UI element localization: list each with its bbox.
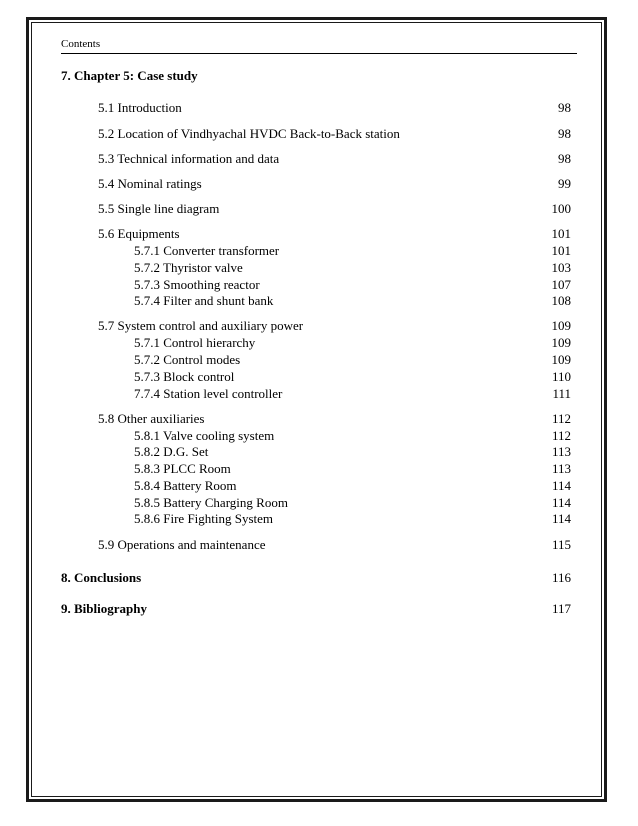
toc-subentry-converter-transformer: 5.7.1 Converter transformer xyxy=(134,243,280,258)
toc-page-valve-cooling: 112 xyxy=(551,428,571,443)
toc-subentry-control-hierarchy: 5.7.1 Control hierarchy xyxy=(134,335,256,350)
toc-subentry-station-level-controller: 7.7.4 Station level controller xyxy=(134,386,283,401)
toc-page-block-control: 110 xyxy=(551,369,571,384)
toc-subentry-dg-set: 5.8.2 D.G. Set xyxy=(134,444,209,459)
toc-page-dg-set: 113 xyxy=(551,444,571,459)
toc-subentry-block-control: 5.7.3 Block control xyxy=(134,369,235,384)
toc-entry-5-9: 5.9 Operations and maintenance xyxy=(98,537,266,552)
toc-page-plcc-room: 113 xyxy=(551,461,571,476)
toc-subentry-battery-charging-room: 5.8.5 Battery Charging Room xyxy=(134,495,288,510)
toc-page-battery-charging-room: 114 xyxy=(551,495,571,510)
toc-page-fire-fighting-system: 114 xyxy=(551,511,571,526)
toc-subentry-battery-room: 5.8.4 Battery Room xyxy=(134,478,237,493)
toc-page-station-level-controller: 111 xyxy=(552,386,571,401)
toc-page-battery-room: 114 xyxy=(551,478,571,493)
chapter-8-page: 116 xyxy=(551,570,571,585)
toc-subentry-plcc-room: 5.8.3 PLCC Room xyxy=(134,461,231,476)
chapter-8-heading: 8. Conclusions xyxy=(61,570,142,585)
toc-subentry-smoothing-reactor: 5.7.3 Smoothing reactor xyxy=(134,277,260,292)
toc-page-smoothing-reactor: 107 xyxy=(551,277,571,292)
toc-page-5-3: 98 xyxy=(558,151,571,166)
toc-page-5-2: 98 xyxy=(558,126,571,141)
toc-page-5-5: 100 xyxy=(551,201,571,216)
toc-page-5-6: 101 xyxy=(551,226,571,241)
toc-entry-5-2: 5.2 Location of Vindhyachal HVDC Back-to-Back station xyxy=(98,126,400,141)
toc-subentry-thyristor-valve: 5.7.2 Thyristor valve xyxy=(134,260,243,275)
chapter-9-page: 117 xyxy=(551,601,571,616)
toc-page-control-modes: 109 xyxy=(551,352,571,367)
toc-entry-5-7: 5.7 System control and auxiliary power xyxy=(98,318,304,333)
toc-page-5-7: 109 xyxy=(551,318,571,333)
toc-entry-5-6: 5.6 Equipments xyxy=(98,226,180,241)
toc-page-5-1: 98 xyxy=(558,100,571,115)
running-header xyxy=(61,38,577,54)
chapter-9-heading: 9. Bibliography xyxy=(61,601,147,616)
toc-page-control-hierarchy: 109 xyxy=(551,335,571,350)
toc-subentry-valve-cooling: 5.8.1 Valve cooling system xyxy=(134,428,275,443)
toc-entry-5-5: 5.5 Single line diagram xyxy=(98,201,220,216)
toc-subentry-control-modes: 5.7.2 Control modes xyxy=(134,352,241,367)
toc-subentry-filter-shunt-bank: 5.7.4 Filter and shunt bank xyxy=(134,293,274,308)
header-label: Contents xyxy=(61,38,101,50)
toc-page-thyristor-valve: 103 xyxy=(551,260,571,275)
toc-page-5-8: 112 xyxy=(551,411,571,426)
toc-entry-5-1: 5.1 Introduction xyxy=(98,100,182,115)
toc-entry-5-4: 5.4 Nominal ratings xyxy=(98,176,202,191)
toc-page-converter-transformer: 101 xyxy=(551,243,571,258)
chapter-7-heading: 7. Chapter 5: Case study xyxy=(61,68,198,83)
toc-entry-5-8: 5.8 Other auxiliaries xyxy=(98,411,205,426)
toc-page-5-9: 115 xyxy=(551,537,571,552)
toc-page-filter-shunt-bank: 108 xyxy=(551,293,571,308)
toc-entry-5-3: 5.3 Technical information and data xyxy=(98,151,280,166)
toc-page-5-4: 99 xyxy=(558,176,571,191)
toc-subentry-fire-fighting-system: 5.8.6 Fire Fighting System xyxy=(134,511,274,526)
